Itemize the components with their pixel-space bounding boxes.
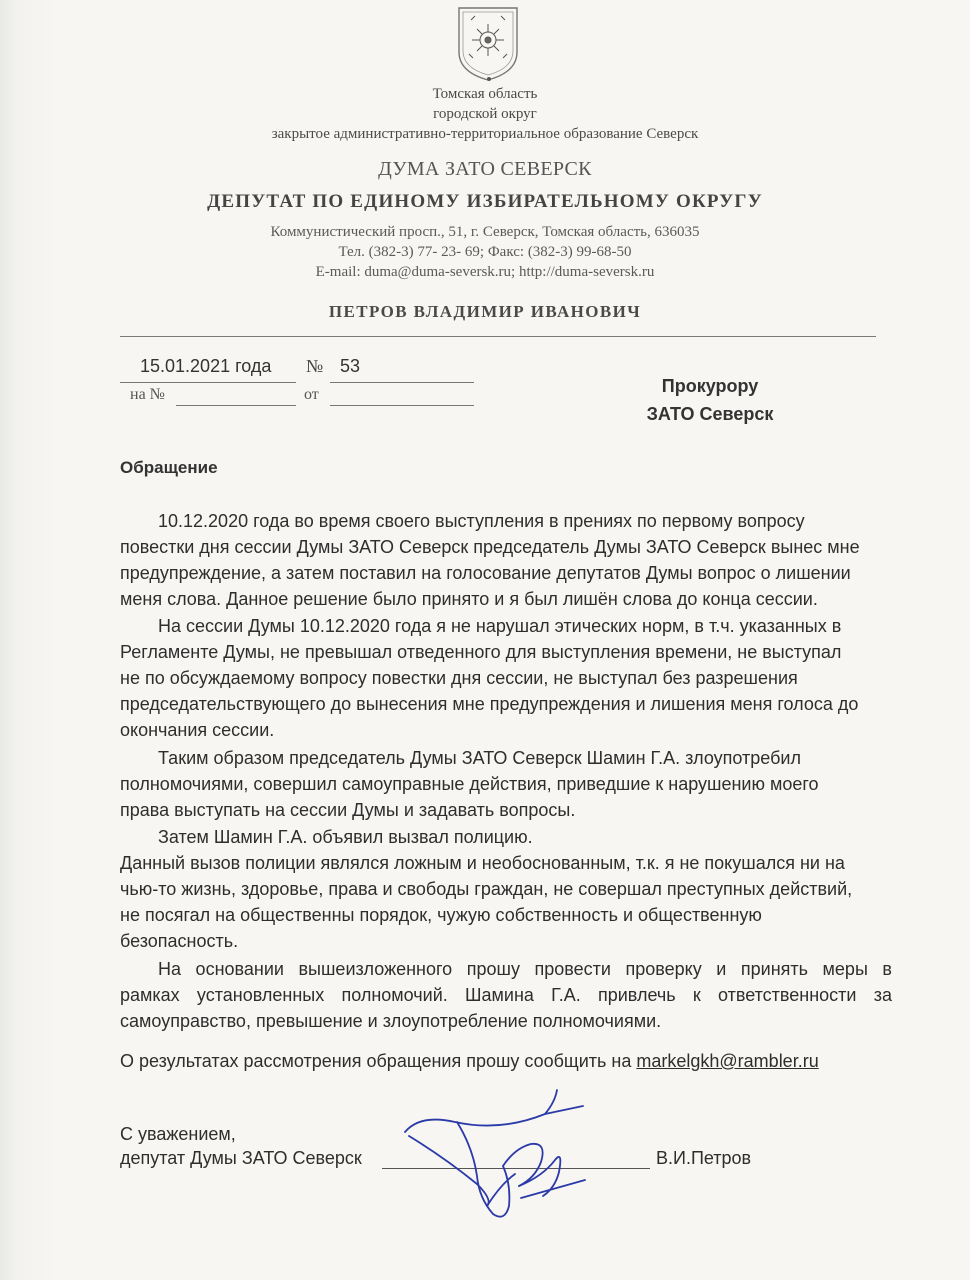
number-underline <box>330 382 474 383</box>
paragraph-line: Данный вызов полиции являлся ложным и необоснованным, т.к. я не покушался ни на <box>120 853 845 873</box>
paragraph-7 <box>120 1048 890 1074</box>
paragraph-line: предупреждение, а затем поставил на голосование депутатов Думы вопрос о лишении <box>120 563 851 583</box>
paragraph-line: повестки дня сессии Думы ЗАТО Северск председатель Думы ЗАТО Северск вынес мне <box>120 537 860 557</box>
addressee-line1: Прокурору <box>661 376 759 396</box>
paragraph-line: Регламенте Думы, не превышал отведенного для выступления времени, не выступал <box>120 642 842 662</box>
header-region: Томская область <box>432 86 538 102</box>
paragraph-line: 10.12.2020 года во время своего выступления в прениях по первому вопросу <box>158 511 805 531</box>
number-label: № <box>306 356 324 376</box>
handwritten-signature <box>395 1088 595 1228</box>
paragraph-line: председательствующего до вынесения мне предупреждения и лишения меня голоса до <box>120 694 859 714</box>
ref-from-underline <box>330 405 474 406</box>
header-address: Коммунистический просп., 51, г. Северск, Томская область, 636035 <box>270 224 700 240</box>
letter-date: 15.01.2021 года <box>140 356 272 376</box>
reply-email-link[interactable]: markelgkh@rambler.ru <box>636 1051 819 1071</box>
header-phones: Тел. (382-3) 77- 23- 69; Факс: (382-3) 99-68-50 <box>338 244 632 260</box>
paragraph-line: меня слова. Данное решение было принято и я был лишён слова до конца сессии. <box>120 589 818 609</box>
letter-number: 53 <box>340 356 361 376</box>
paragraph-line: не посягал на общественны порядок, чужую собственность и общественную <box>120 905 762 925</box>
paragraph-line: не по обсуждаемому вопросу повестки дня сессии, не выступал без разрешения <box>120 668 798 688</box>
paragraph-line: права выступать на сессии Думы и задавать вопросы. <box>120 800 576 820</box>
paragraph-4 <box>120 824 890 850</box>
paragraph-line: окончания сессии. <box>120 720 275 740</box>
deputy-title: ДЕПУТАТ ПО ЕДИНОМУ ИЗБИРАТЕЛЬНОМУ ОКРУГУ <box>207 191 763 212</box>
deputy-name: ПЕТРОВ ВЛАДИМИР ИВАНОВИЧ <box>328 302 642 321</box>
paragraph-6 <box>120 956 892 1034</box>
header-divider <box>120 336 876 337</box>
paragraph-line: На основании вышеизложенного прошу провести проверку и принять меры в <box>158 959 892 979</box>
closing-position: депутат Думы ЗАТО Северск <box>120 1148 362 1168</box>
document-subject: Обращение <box>120 458 218 477</box>
header-district: городской округ <box>433 106 537 122</box>
paragraph-line: рамках установленных полномочий. Шамина Г.А. привлечь к ответственности за <box>120 985 892 1005</box>
paragraph-line: безопасность. <box>120 931 239 951</box>
ref-number-underline <box>176 405 296 406</box>
paragraph-2 <box>120 613 890 743</box>
date-underline <box>120 382 296 383</box>
paragraph-1 <box>120 508 890 612</box>
duma-title: ДУМА ЗАТО СЕВЕРСК <box>378 158 592 180</box>
header-email: E-mail: duma@duma-seversk.ru; http://duma-seversk.ru <box>315 264 655 280</box>
paragraph-line: самоуправство, превышение и злоупотребление полномочиями. <box>120 1011 662 1031</box>
addressee <box>640 372 780 428</box>
paragraph-line: полномочиями, совершил самоуправные действия, приведшие к нарушению моего <box>120 774 819 794</box>
contact-request-text: О результатах рассмотрения обращения прошу сообщить на <box>120 1051 637 1071</box>
coat-of-arms-emblem <box>455 2 521 82</box>
header-zato: закрытое административно-территориальное образование Северск <box>271 126 699 142</box>
paragraph-line <box>120 1048 890 1074</box>
ref-number-label: на № <box>130 386 165 403</box>
paragraph-line: Таким образом председатель Думы ЗАТО Северск Шамин Г.А. злоупотребил <box>158 748 801 768</box>
closing-regards: С уважением, <box>120 1124 236 1144</box>
paragraph-3 <box>120 745 890 823</box>
paragraph-line: чью-то жизнь, здоровье, права и свободы граждан, не совершал преступных действий, <box>120 879 853 899</box>
ref-from-label: от <box>304 386 319 403</box>
paragraph-5 <box>120 850 890 954</box>
paragraph-line: На сессии Думы 10.12.2020 года я не нарушал этических норм, в т.ч. указанных в <box>158 616 842 636</box>
addressee-line2: ЗАТО Северск <box>646 404 774 424</box>
paragraph-line: Затем Шамин Г.А. объявил вызвал полицию. <box>158 827 533 847</box>
closing-name: В.И.Петров <box>656 1148 752 1168</box>
